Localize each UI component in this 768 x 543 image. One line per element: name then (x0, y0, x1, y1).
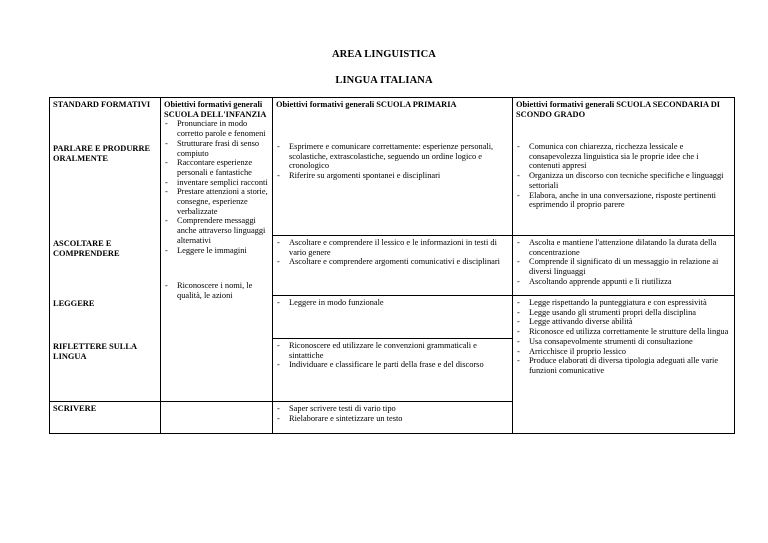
category-ascoltare: ASCOLTARE E COMPRENDERE (53, 239, 120, 258)
primaria-scrivere-cell (273, 402, 513, 434)
list-item: - Riconoscere i nomi, le qualità, le azioni (164, 281, 269, 300)
column-header-secondaria: Obiettivi formativi generali SCUOLA SECONDARIA DI SCONDO GRADO (516, 100, 721, 119)
list-item: - Rielaborare e sintetizzare un testo (276, 414, 509, 424)
primaria-scrivere-list (276, 404, 509, 423)
list-item: - Arricchisce il proprio lessico (516, 347, 731, 357)
category-leggere: LEGGERE (53, 299, 95, 308)
secondaria-parlare-list (516, 142, 731, 210)
list-item: - Riconosce ed utilizza correttamente le strutture della lingua (516, 327, 731, 337)
list-item: - Leggere le immagini (164, 246, 269, 256)
primaria-parlare-list (276, 142, 509, 181)
secondaria-rest-list (516, 298, 731, 376)
list-item: - Ascoltare e comprendere argomenti comunicativi e disciplinari (276, 257, 509, 267)
primaria-riflettere-list (276, 341, 509, 370)
list-item: - Pronunciare in modo corretto parole e fenomeni (164, 119, 269, 138)
list-item: - Ascolta e mantiene l'attenzione dilatando la durata della concentrazione (516, 238, 731, 257)
category-scrivere: SCRIVERE (50, 402, 161, 434)
list-item: - Riconoscere ed utilizzare le convenzioni grammaticali e sintattiche (276, 341, 509, 360)
list-item: - inventare semplici racconti (164, 178, 269, 188)
list-item: - Produce elaborati di diversa tipologia adeguati alle varie funzioni comunicative (516, 356, 731, 375)
list-item: - Ascoltando apprende appunti e li riutilizza (516, 277, 731, 287)
list-item: - Saper scrivere testi di vario tipo (276, 404, 509, 414)
column-header-standard: STANDARD FORMATIVI (53, 100, 151, 109)
list-item: - Individuare e classificare le parti della frase e del discorso (276, 360, 509, 370)
primaria-column (273, 98, 513, 402)
list-item: - Prestare attenzioni a storie, consegne, esperienze verbalizzate (164, 187, 269, 216)
list-item: - Organizza un discorso con tecniche specifiche e linguaggi settoriali (516, 171, 731, 190)
secondaria-ascoltare-list (516, 238, 731, 287)
column-header-infanzia: Obiettivi formativi generali SCUOLA DELL'INFANZIA (164, 100, 267, 119)
list-item: - Comprende il significato di un messaggio in relazione ai diversi linguaggi (516, 257, 731, 276)
primaria-ascoltare-list (276, 238, 509, 267)
page-title: AREA LINGUISTICA (331, 49, 436, 60)
list-item: - Riferire su argomenti spontanei e disciplinari (276, 171, 509, 181)
list-item: - Esprimere e comunicare correttamente: esperienze personali, scolastiche, extrascolastiche, seguendo un ordine logico e cronologico (276, 142, 509, 171)
objectives-table (49, 97, 735, 434)
secondaria-column (513, 98, 735, 434)
list-item: - Usa consapevolmente strumenti di consultazione (516, 337, 731, 347)
infanzia-list-riflettere (164, 281, 269, 300)
infanzia-list (164, 119, 269, 255)
list-item: - Comprendere messaggi anche attraverso linguaggi alternativi (164, 216, 269, 245)
list-item: - Elabora, anche in una conversazione, risposte pertinenti esprimendo il proprio parere (516, 191, 731, 210)
list-item: - Legge attivando diverse abilità (516, 317, 731, 327)
list-item: - Raccontare esperienze personali e fantastiche (164, 158, 269, 177)
list-item: - Leggere in modo funzionale (276, 298, 509, 308)
standards-column (50, 98, 161, 402)
list-item: - Comunica con chiarezza, ricchezza lessicale e consapevolezza linguistica sia le proprie idee che i contenuti appresi (516, 142, 731, 171)
column-header-primaria: Obiettivi formativi generali SCUOLA PRIMARIA (276, 100, 457, 109)
list-item: - Strutturare frasi di senso compiuto (164, 139, 269, 158)
infanzia-column (161, 98, 273, 402)
list-item: - Legge usando gli strumenti propri della disciplina (516, 308, 731, 318)
list-item: - Ascoltare e comprendere il lessico e le informazioni in testi di vario genere (276, 238, 509, 257)
category-parlare: PARLARE E PRODURRE ORALMENTE (53, 144, 151, 163)
primaria-leggere-list (276, 298, 509, 308)
category-riflettere: RIFLETTERE SULLA LINGUA (53, 342, 137, 361)
infanzia-scrivere-cell (161, 402, 273, 434)
list-item: - Legge rispettando la punteggiatura e con espressività (516, 298, 731, 308)
page-subtitle: LINGUA ITALIANA (335, 75, 433, 86)
